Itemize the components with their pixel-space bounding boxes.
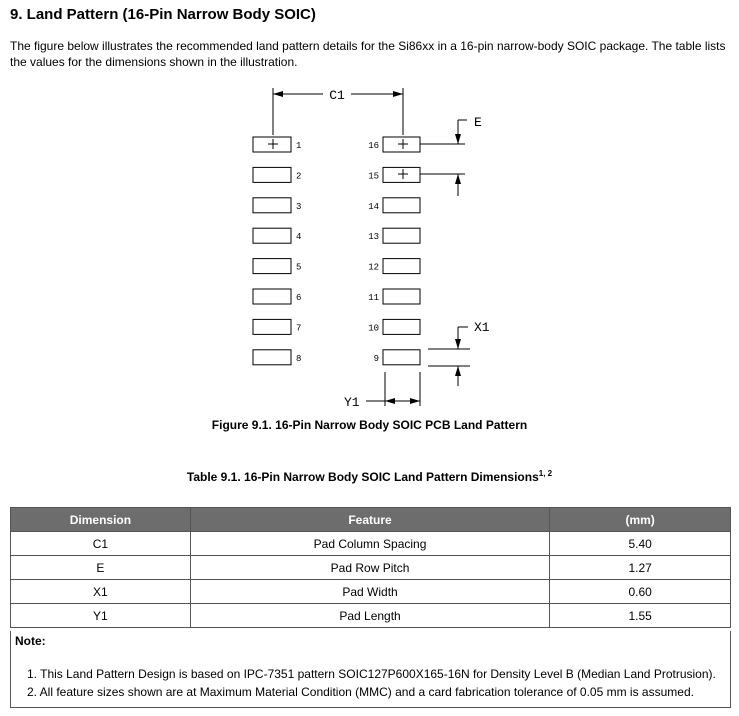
table-row	[11, 532, 731, 556]
pad-right-13	[383, 228, 420, 243]
pin-label-right: 9	[373, 353, 379, 364]
figure-caption: Figure 9.1. 16-Pin Narrow Body SOIC PCB Land Pattern	[211, 418, 528, 432]
x1-label: X1	[474, 320, 490, 335]
cell-dimension: E	[11, 556, 191, 580]
cell-dimension: C1	[11, 532, 191, 556]
header-dimension: Dimension	[11, 508, 191, 532]
cell-feature: Pad Row Pitch	[190, 556, 549, 580]
header-mm: (mm)	[550, 508, 731, 532]
table-caption-text: Table 9.1. 16-Pin Narrow Body SOIC Land Pattern Dimensions	[186, 470, 539, 484]
pad-left-4	[253, 228, 291, 243]
table-caption	[0, 469, 739, 484]
pad-left-5	[253, 259, 291, 274]
notes-box	[10, 631, 731, 708]
section-title: 9. Land Pattern (16-Pin Narrow Body SOIC)	[10, 6, 316, 23]
header-feature: Feature	[190, 508, 549, 532]
pad-right-10	[383, 319, 420, 334]
pin-label-left: 3	[296, 201, 302, 212]
pin-label-left: 6	[296, 293, 302, 303]
table-caption-footnotes: 1, 2	[538, 469, 553, 478]
note-item: 1. This Land Pattern Design is based on IPC-7351 pattern SOIC127P600X165-16N for Density Level B (Median Land Protrusion).	[27, 667, 716, 681]
table-row	[11, 580, 731, 604]
pin-label-right: 12	[368, 262, 379, 273]
cell-value: 0.60	[550, 580, 731, 604]
land-pattern-figure	[0, 80, 739, 415]
pad-left-2	[253, 167, 291, 182]
cell-value: 5.40	[550, 532, 731, 556]
pin-label-left: 7	[296, 323, 302, 334]
pad-left-8	[253, 350, 291, 365]
pin-label-left: 1	[296, 141, 302, 151]
pin-label-left: 2	[296, 171, 302, 182]
y1-label: Y1	[344, 395, 360, 410]
pin-label-right: 16	[368, 141, 379, 151]
pin-label-left: 4	[296, 232, 302, 243]
cell-dimension: Y1	[11, 604, 191, 628]
pin-label-right: 14	[368, 201, 379, 212]
table-header-row	[11, 508, 731, 532]
pad-left-7	[253, 319, 291, 334]
intro-paragraph: The figure below illustrates the recommended land pattern details for the Si86xx in a 16-pin narrow-body SOIC package. The table lists the values for the dimensions shown in the illustration.	[10, 39, 726, 69]
cell-feature: Pad Column Spacing	[190, 532, 549, 556]
pin-label-right: 13	[368, 232, 379, 243]
table-row	[11, 604, 731, 628]
pad-left-3	[253, 198, 291, 213]
pad-left-6	[253, 289, 291, 304]
pin-label-right: 11	[368, 293, 379, 303]
pin-label-right: 15	[368, 171, 379, 182]
cell-dimension: X1	[11, 580, 191, 604]
dimensions-table	[10, 507, 731, 628]
e-label: E	[474, 115, 482, 130]
pin-label-left: 8	[296, 353, 302, 364]
pad-right-9	[383, 350, 420, 365]
pad-right-14	[383, 198, 420, 213]
c1-label: C1	[329, 88, 345, 103]
table-row	[11, 556, 731, 580]
pin-label-right: 10	[368, 323, 379, 334]
cell-value: 1.27	[550, 556, 731, 580]
pad-right-11	[383, 289, 420, 304]
note-item: 2. All feature sizes shown are at Maximum Material Condition (MMC) and a card fabrication tolerance of 0.05 mm is assumed.	[27, 685, 694, 699]
cell-feature: Pad Length	[190, 604, 549, 628]
pin-label-left: 5	[296, 262, 302, 273]
note-label: Note:	[15, 634, 46, 648]
pad-right-12	[383, 259, 420, 274]
cell-feature: Pad Width	[190, 580, 549, 604]
pad-right-15	[383, 167, 420, 182]
cell-value: 1.55	[550, 604, 731, 628]
